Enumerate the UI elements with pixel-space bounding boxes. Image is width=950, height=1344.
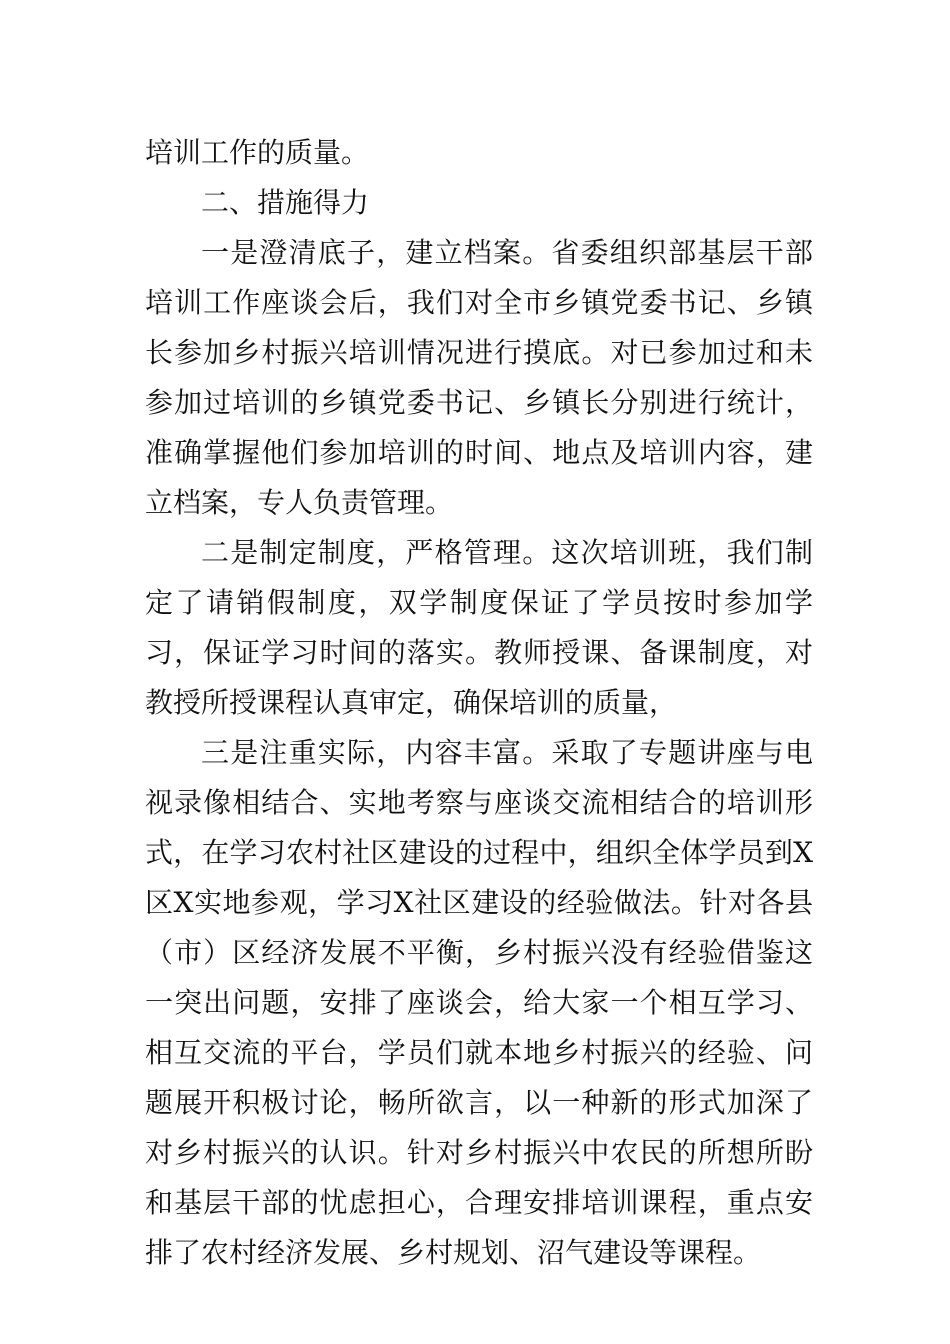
paragraph-measure-2: 二是制定制度，严格管理。这次培训班，我们制定了请销假制度，双学制度保证了学员按时参加学习，保证学习时间的落实。教师授课、备课制度，对教授所授课程认真审定，确保培训的质量， [145,536,813,719]
paragraph-continuation: 培训工作的质量。 [145,136,370,169]
document-body [145,128,813,1278]
paragraph-measure-3: 三是注重实际，内容丰富。采取了专题讲座与电视录像相结合、实地考察与座谈交流相结合的培训形式，在学习农村社区建设的过程中，组织全体学员到X区X实地参观，学习X社区建设的经验做法。针对各县（市）区经济发展不平衡，乡村振兴没有经验借鉴这一突出问题，安排了座谈会，给大家一个相互学习、相互交流的平台，学员们就本地乡村振兴的经验、问题展开积极讨论，畅所欲言，以一种新的形式加深了对乡村振兴的认识。针对乡村振兴中农民的所想所盼和基层干部的忧虑担心，合理安排培训课程，重点安排了农村经济发展、乡村规划、沼气建设等课程。 [145,736,813,1269]
section-heading: 二、措施得力 [201,186,370,219]
paragraph-measure-1: 一是澄清底子，建立档案。省委组织部基层干部培训工作座谈会后，我们对全市乡镇党委书记、乡镇长参加乡村振兴培训情况进行摸底。对已参加过和未参加过培训的乡镇党委书记、乡镇长分别进行统计，准确掌握他们参加培训的时间、地点及培训内容，建立档案，专人负责管理。 [145,236,813,519]
